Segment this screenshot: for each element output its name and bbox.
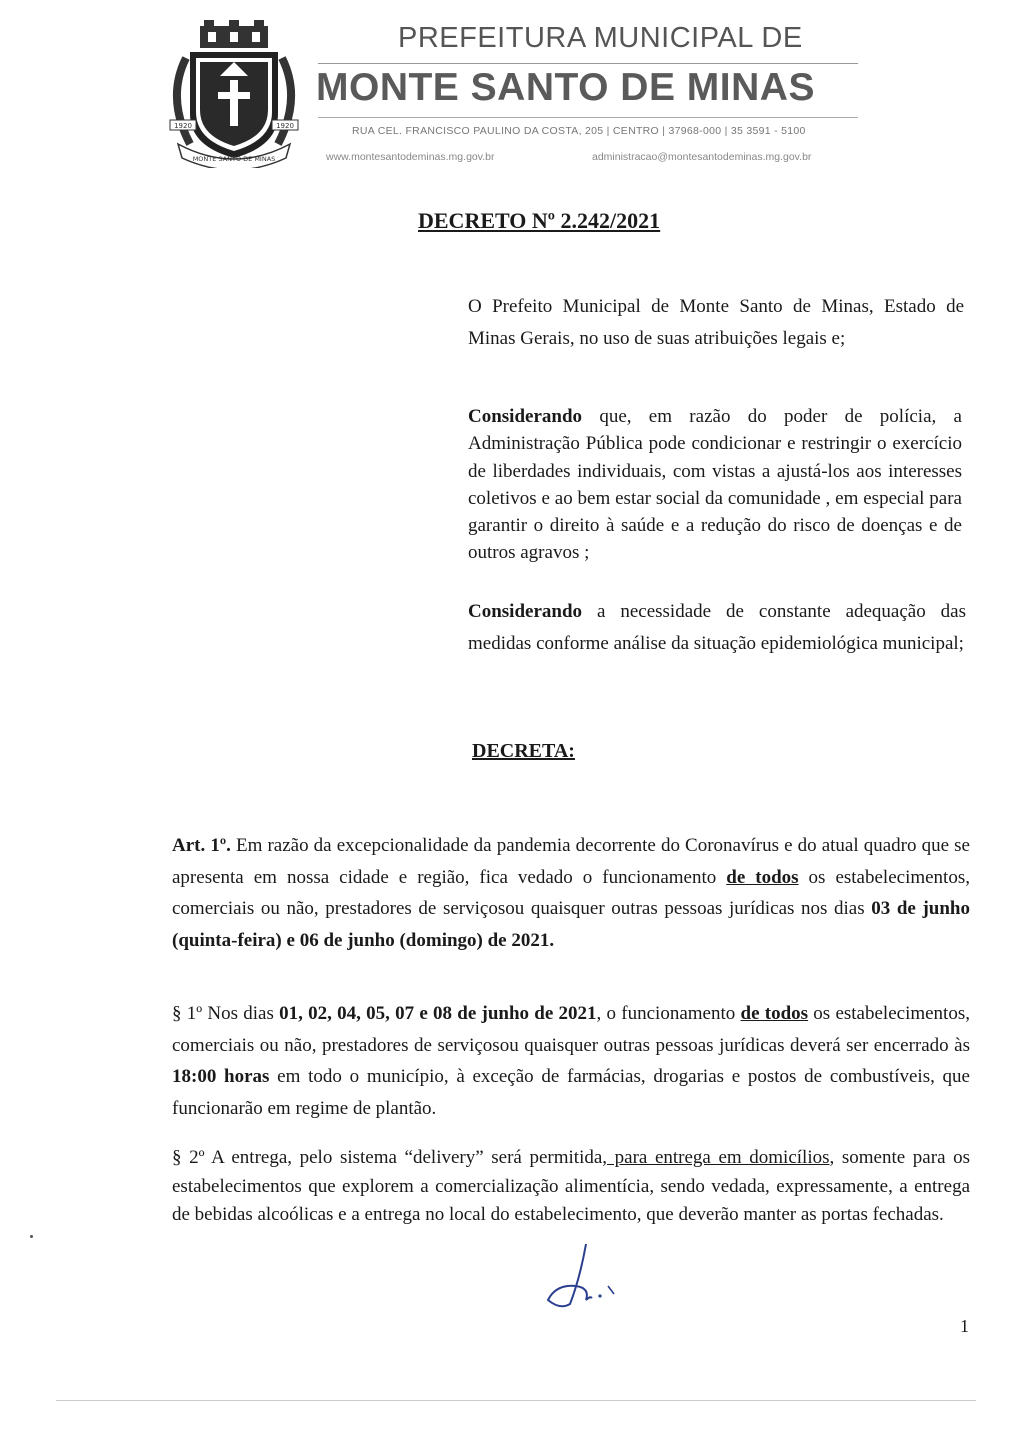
signature-initials (530, 1238, 630, 1318)
considering-paragraph-2 (468, 596, 966, 659)
municipal-crest-icon (160, 18, 308, 168)
article-text: os estabelecimentos, comerciais ou não, prestadores de serviçosou quaisquer outras pessoas jurídicas nos dias (172, 866, 970, 919)
paragraph-text: , o funcionamento (596, 1003, 741, 1024)
considering-label: Considerando (468, 601, 583, 622)
article-emphasis: de todos (726, 866, 799, 888)
header-divider-2 (318, 117, 858, 118)
paragraph-time: 18:00 horas (172, 1066, 270, 1087)
header-line2: MONTE SANTO DE MINAS (316, 66, 815, 109)
considering-paragraph-1 (468, 403, 962, 567)
paragraph-text: , somente para os estabelecimentos que explorem a comercialização alimentícia, sendo vedada, expressamente, a entrega de bebidas alcoólicas e a entrega no local do estabelecimento, que deverão manter as portas fechadas. (172, 1147, 970, 1225)
paragraph-label: § 1º (172, 1003, 203, 1024)
article-text: Em razão da excepcionalidade da pandemia decorrente do Coronavírus e do atual quadro que se apresenta em nossa cidade e região, fica vedado o funcionamento (172, 835, 970, 888)
crest-motto: MONTE SANTO DE MINAS (192, 155, 276, 163)
paragraph-dates: 01, 02, 04, 05, 07 e 08 de junho de 2021 (279, 1003, 597, 1024)
preamble-paragraph: O Prefeito Municipal de Monte Santo de Minas, Estado de Minas Gerais, no uso de suas atribuições legais e; (468, 296, 964, 349)
article-1 (172, 830, 970, 956)
paragraph-1 (172, 998, 970, 1124)
considering-label: Considerando (468, 406, 583, 427)
article-dates: 03 de junho (quinta-feira) e 06 de junho (domingo) de 2021. (172, 898, 970, 951)
header-email: administracao@montesantodeminas.mg.gov.br (592, 151, 812, 163)
bottom-divider (56, 1400, 976, 1401)
paragraph-text: em todo o município, à exceção de farmácias, drogarias e postos de combustíveis, que funcionarão em regime de plantão. (172, 1066, 970, 1119)
crest-year-right: 1920 (276, 122, 294, 130)
crest-year-left: 1920 (174, 122, 192, 130)
paragraph-2 (172, 1144, 970, 1230)
paragraph-text: Nos dias (202, 1003, 280, 1024)
considering-text: que, em razão do poder de polícia, a Administração Pública pode condicionar e restringir o exercício de liberdades individuais, com vistas a ajustá-los aos interesses coletivos e ao bem estar social da comunidade , em especial para garantir o direito à saúde e a redução do risco de doenças e de outros agravos ; (468, 406, 962, 564)
page-number: 1 (960, 1316, 969, 1336)
paragraph-label: § 2º (172, 1147, 205, 1168)
header-line1: PREFEITURA MUNICIPAL DE (398, 22, 803, 54)
considering-text: a necessidade de constante adequação das medidas conforme análise da situação epidemiológica municipal; (468, 601, 966, 654)
paragraph-text: os estabelecimentos, comerciais ou não, prestadores de serviçosou quaisquer outras pessoas jurídicas deverá ser encerrado às (172, 1003, 970, 1056)
decreta-heading: DECRETA: (472, 740, 575, 762)
paragraph-text: A entrega, pelo sistema “delivery” será permitida, (204, 1147, 608, 1168)
decree-title: DECRETO Nº 2.242/2021 (418, 208, 661, 233)
paragraph-underlined: para entrega em domicílios (607, 1147, 830, 1168)
paragraph-emphasis: de todos (740, 1003, 809, 1024)
header-address: RUA CEL. FRANCISCO PAULINO DA COSTA, 205 | CENTRO | 37968-000 | 35 3591 - 5100 (352, 125, 806, 137)
article-label: Art. 1º. (172, 835, 231, 856)
header-divider (318, 63, 858, 64)
scan-speck (30, 1235, 33, 1238)
header-website: www.montesantodeminas.mg.gov.br (326, 151, 495, 163)
